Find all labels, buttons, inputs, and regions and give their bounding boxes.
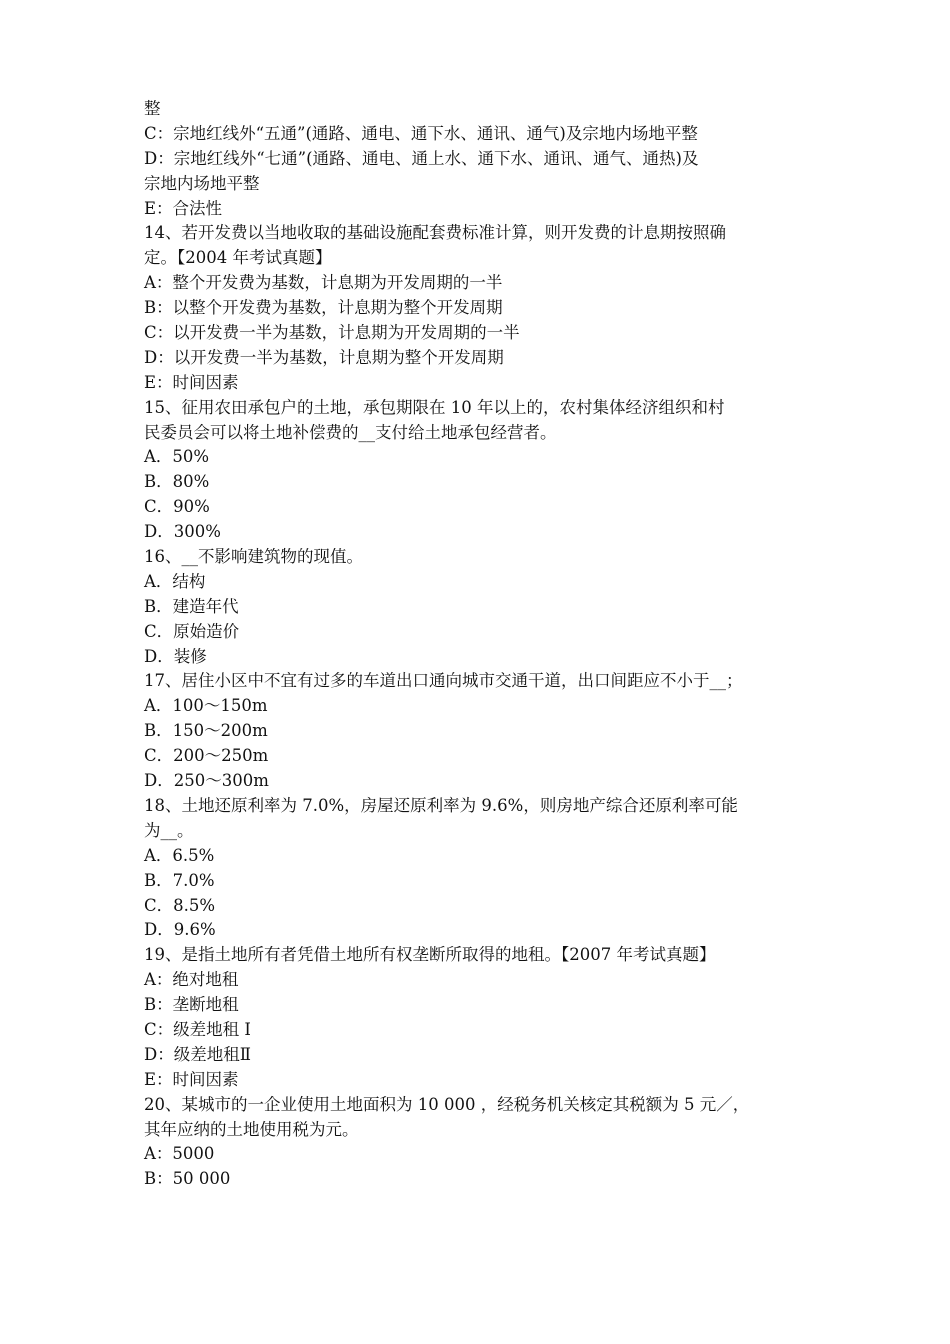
option-d: D：以开发费一半为基数，计息期为整个开发周期 [144,347,504,367]
option-e: E：时间因素 [144,1069,239,1089]
option-d: D：级差地租Ⅱ [144,1044,251,1064]
question-15: 15、征用农田承包户的土地，承包期限在 10 年以上的，农村集体经济组织和村 [144,397,725,417]
option-c: C：以开发费一半为基数，计息期为开发周期的一半 [144,323,520,343]
option-c: C：级差地租 I [144,1019,251,1039]
question-14: 14、若开发费以当地收取的基础设施配套费标准计算，则开发费的计息期按照确 [144,223,726,243]
option-a: A．100～150m [144,696,268,716]
option-d: D．250～300m [144,771,269,791]
option-b: B．建造年代 [144,596,239,616]
option-c: C．200～250m [144,746,269,766]
text-line: 为__。 [144,820,194,840]
question-16: 16、__不影响建筑物的现值。 [144,547,363,567]
option-d: D：宗地红线外“七通”(通路、通电、通上水、通下水、通讯、通气、通热)及 [144,148,699,168]
text-line: 整 [144,99,161,118]
option-a: A．结构 [144,571,206,591]
option-b: B：50 000 [144,1169,231,1189]
question-19: 19、是指土地所有者凭借土地所有权垄断所取得的地租。【2007 年考试真题】 [144,945,716,965]
option-a: A：整个开发费为基数，计息期为开发周期的一半 [144,273,503,293]
option-e: E：合法性 [144,198,223,218]
option-c: C．8.5% [144,895,216,915]
option-a: A：5000 [144,1144,215,1164]
option-a: A：绝对地租 [144,970,239,990]
question-20: 20、某城市的一企业使用土地面积为 10 000 ，经税务机关核定其税额为 5 元／， [144,1094,750,1114]
option-d: D．300% [144,522,221,542]
option-c: C．原始造价 [144,621,240,641]
text-line: 其年应纳的土地使用税为元。 [144,1119,359,1139]
text-line: 定。【2004 年考试真题】 [144,248,332,268]
option-a: A．50% [144,447,210,467]
option-b: B．80% [144,472,210,492]
option-b: B：以整个开发费为基数，计息期为整个开发周期 [144,298,503,318]
question-18: 18、土地还原利率为 7.0%，房屋还原利率为 9.6%，则房地产综合还原利率可能 [144,795,738,815]
option-c: C．90% [144,497,210,517]
option-d: D．9.6% [144,920,216,940]
option-b: B．150～200m [144,721,268,741]
option-b: B：垄断地租 [144,995,239,1015]
option-b: B．7.0% [144,870,215,890]
option-d: D．装修 [144,646,207,666]
document-page [144,97,814,1192]
question-17: 17、居住小区中不宜有过多的车道出口通向城市交通干道，出口间距应不小于__； [144,671,743,691]
text-line: 宗地内场地平整 [144,173,260,193]
option-c: C：宗地红线外“五通”(通路、通电、通下水、通讯、通气)及宗地内场地平整 [144,123,698,143]
text-line: 民委员会可以将土地补偿费的__支付给土地承包经营者。 [144,422,557,442]
option-a: A．6.5% [144,845,215,865]
option-e: E：时间因素 [144,372,239,392]
